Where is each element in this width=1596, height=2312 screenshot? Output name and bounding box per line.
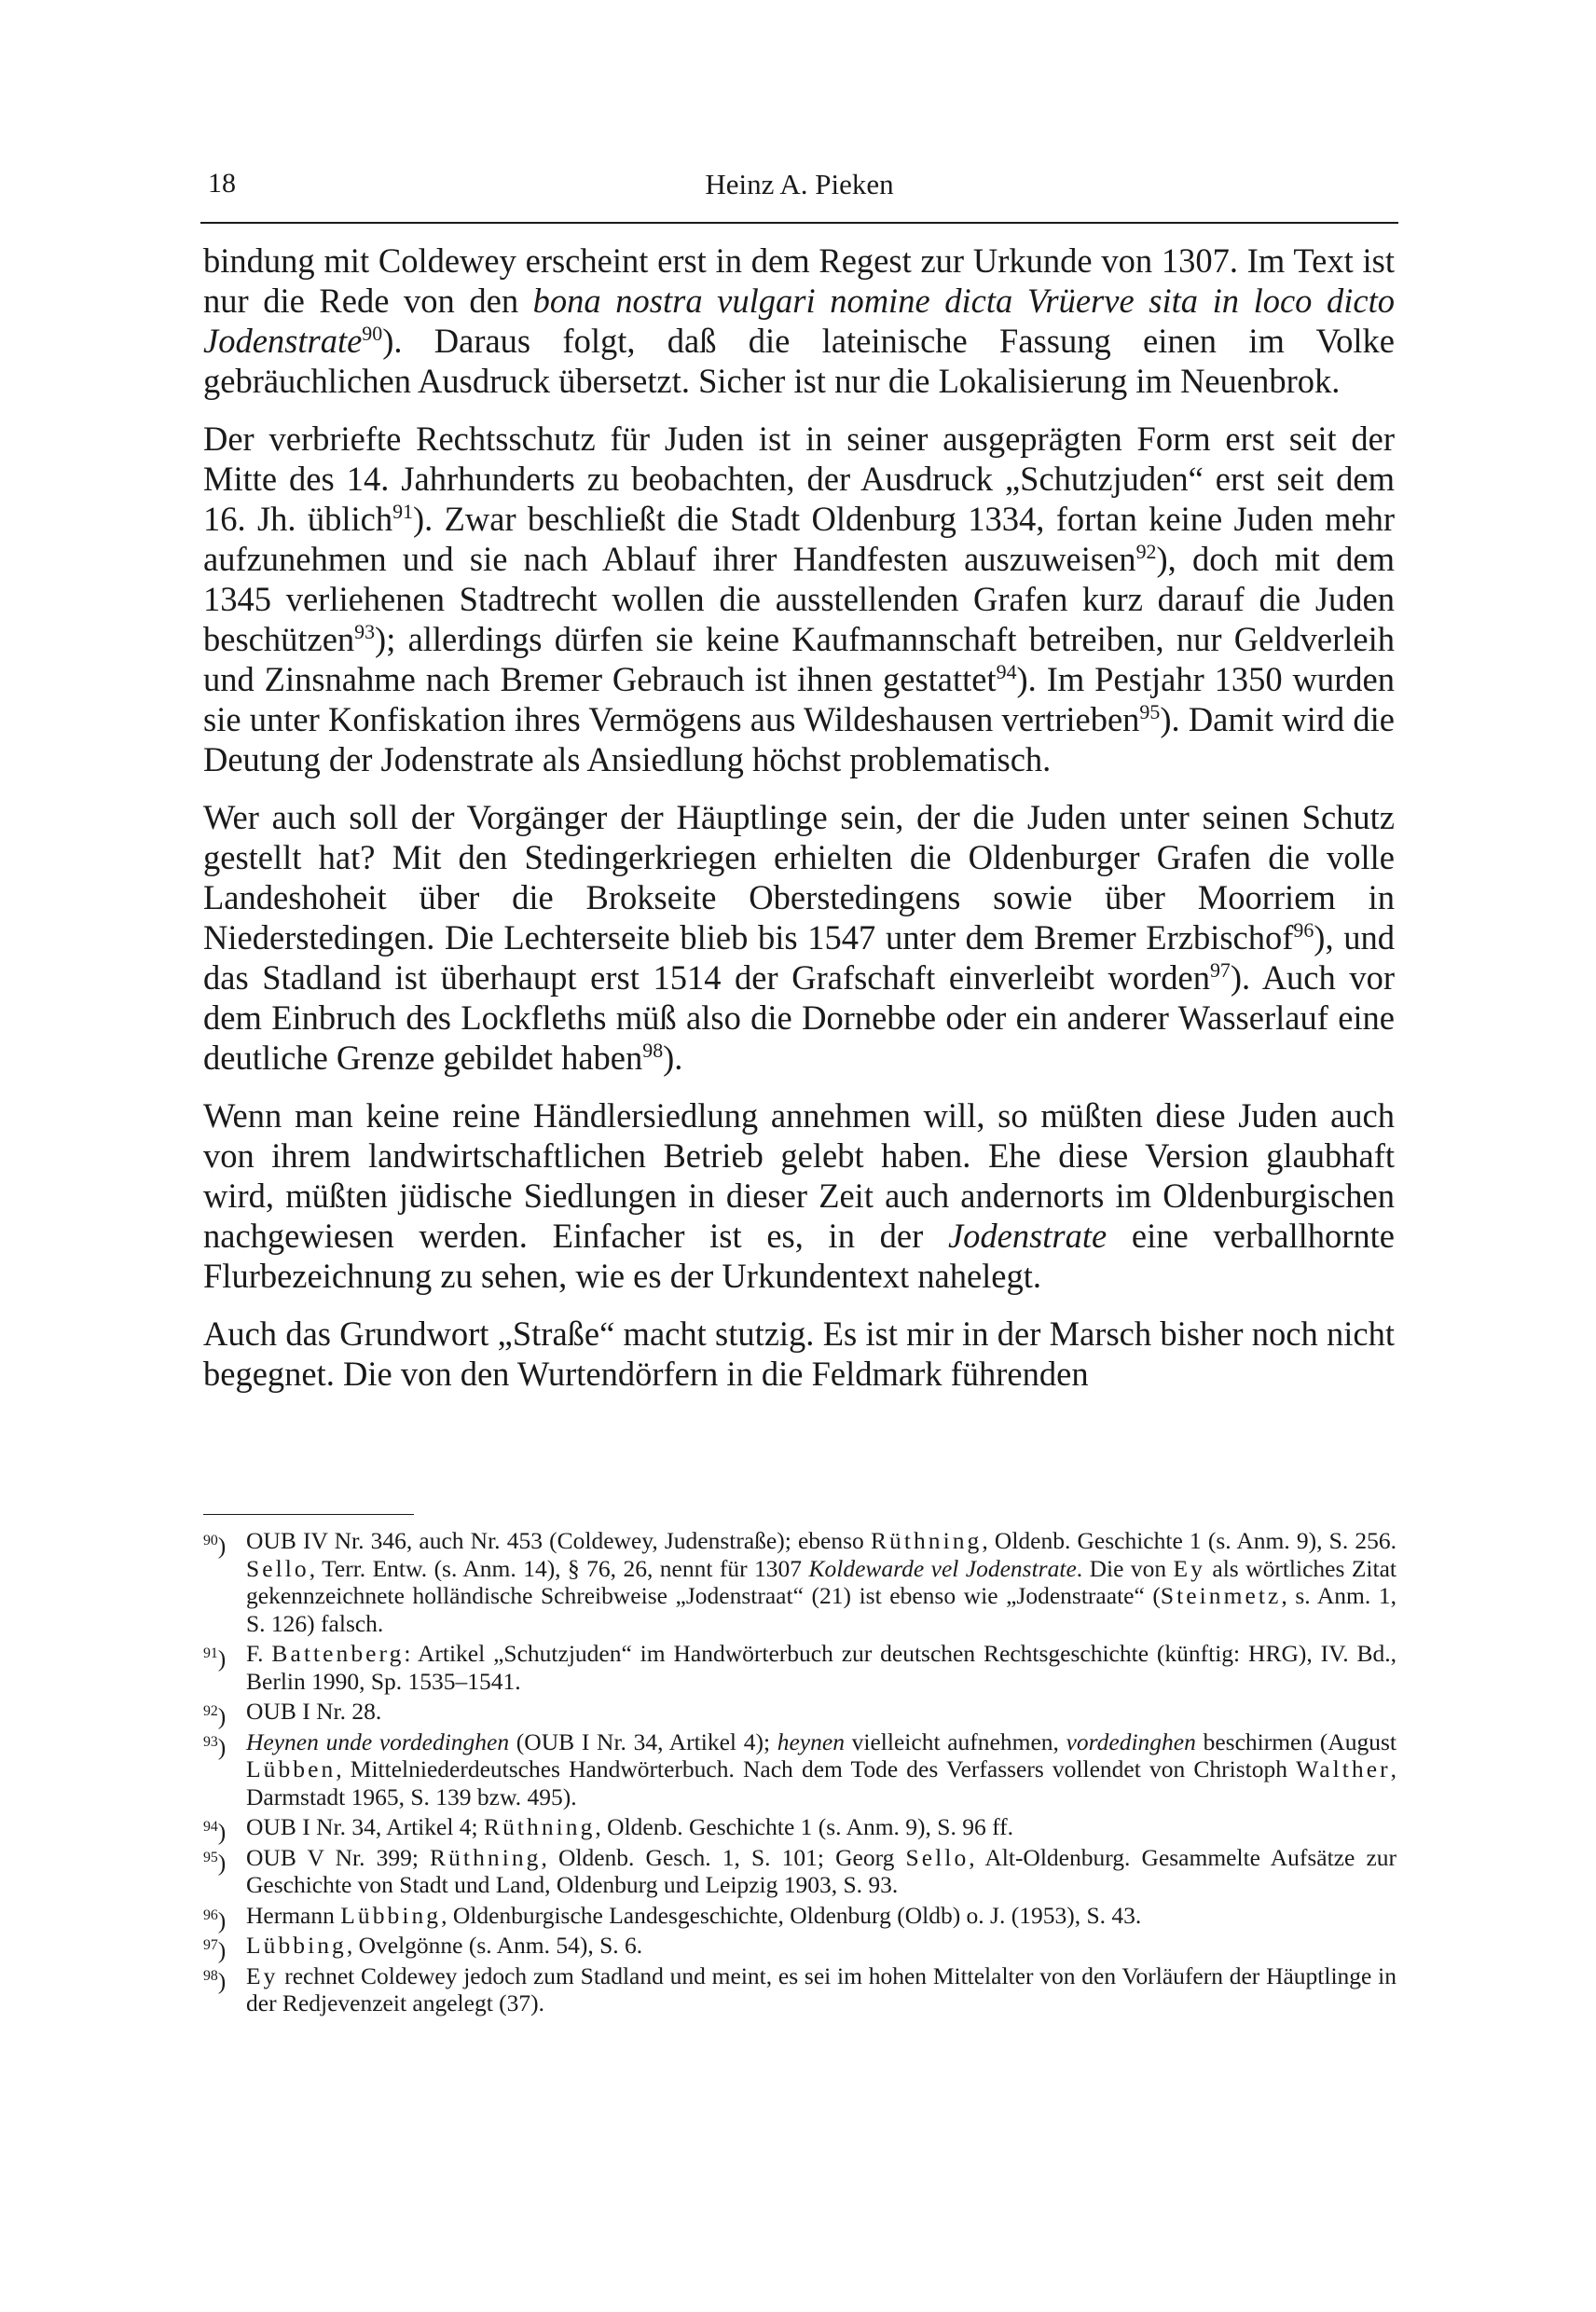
footnote-95: $^{95}$) OUB V Nr. 399; Rüthning, Oldenb. Gesch. 1, S. 101; Georg Sello, Alt-Oldenburg. Gesammelte Aufsätze zur Geschichte von Stadt und Land, Oldenburg und Leipzig 1903, S. 93.	[203, 1843, 1396, 1898]
footnote-ref-98[interactable]: 98	[642, 1038, 664, 1062]
footnote-92: $^{92}$) OUB I Nr. 28.	[203, 1698, 382, 1730]
footnote-ref-93[interactable]: 93	[354, 619, 376, 643]
footnote-ref-97[interactable]: 97	[1209, 957, 1231, 982]
footnote-ref-95[interactable]: 95	[1139, 699, 1161, 723]
paragraph-4: Wenn man keine reine Händlersiedlung annehmen will, so müßten diese Juden auch von ihrem landwirtschaftlichen Betrieb gelebt haben. Ehe diese Version glaubhaft wird, müßten jüdische Siedlungen in dieser Zeit auch andernorts im Oldenburgischen nachgewiesen werden. Einfacher ist es, in der Jodenstrate eine verballhornte Flurbezeichnung zu sehen, wie es der Urkundentext nahelegt.	[203, 1096, 1395, 1295]
footnote-mark: $^{96}$)	[203, 1906, 227, 1934]
running-head-author: Heinz A. Pieken	[705, 168, 894, 200]
footnote-ref-91[interactable]: 91	[392, 499, 413, 523]
paragraph-1: bindung mit Coldewey erscheint erst in dem Regest zur Urkunde von 1307. Im Text ist nur die Rede von den bona nostra vulgari nomine dicta Vrüerve sita in loco dicto Jodenstrate$^{90}$). Daraus folgt, daß die lateinische Fassung einen im Volke gebräuchlichen Ausdruck übersetzt. Sicher ist nur die Lokalisierung im Neuenbrok.	[203, 241, 1395, 400]
footnote-ref-90[interactable]: 90	[362, 321, 383, 345]
paragraph-3: Wer auch soll der Vorgänger der Häuptlinge sein, der die Juden unter seinen Schutz gestellt hat? Mit den Stedingerkriegen erhielten die Oldenburger Grafen die volle Landeshoheit über die Brokseite Oberstedingens sowie über Moorriem in Niederstedingen. Die Lechterseite blieb bis 1547 unter dem Bremer Erzbischof$^{96}$), und das Stadland ist überhaupt erst 1514 der Grafschaft einverleibt worden$^{97}$). Auch vor dem Einbruch des Lockfleths müß also die Dornebbe oder ein anderer Wasserlauf eine deutliche Grenze gebildet haben$^{98}$).	[203, 798, 1396, 1077]
footnote-90: $^{90}$) OUB IV Nr. 346, auch Nr. 453 (Coldewey, Judenstraße); ebenso Rüthning, Oldenb. Geschichte 1 (s. Anm. 9), S. 256. Sello, Terr. Entw. (s. Anm. 14), § 76, 26, nennt für 1307 Koldewarde vel Jodenstrate. Die von Ey als wörtliches Zitat gekennzeichnete holländische Schreibweise „Jodenstraat“ (21) ist ebenso wie „Jodenstraate“ (Steinmetz, s. Anm. 1, S. 126) falsch.	[203, 1527, 1397, 1637]
footnote-ref-92[interactable]: 92	[1135, 539, 1157, 563]
footnote-mark: $^{97}$)	[203, 1936, 227, 1964]
page-number: 18	[208, 168, 236, 199]
footnote-97: $^{97}$) Lübbing, Ovelgönne (s. Anm. 54), S. 6.	[203, 1932, 643, 1964]
footnote-mark: $^{98}$)	[203, 1967, 227, 1994]
footnote-93: $^{93}$) Heynen unde vordedinghen (OUB I Nr. 34, Artikel 4); heynen vielleicht aufnehmen, vordedinghen beschirmen (August Lübben, Mittelniederdeutsches Handwörterbuch. Nach dem Tode des Verfassers vollendet von Christoph Walther, Darmstadt 1965, S. 139 bzw. 495).	[203, 1727, 1396, 1810]
footnote-mark: $^{90}$)	[203, 1532, 227, 1560]
running-header	[200, 168, 1398, 209]
paragraph-2: Der verbriefte Rechtsschutz für Juden ist in seiner ausgeprägten Form erst seit der Mitte des 14. Jahrhunderts zu beobachten, der Ausdruck „Schutzjuden“ erst seit dem 16. Jh. üblich$^{91}$). Zwar beschließt die Stadt Oldenburg 1334, fortan keine Juden mehr aufzunehmen und sie nach Ablauf ihrer Handfesten auszuweisen$^{92}$), doch mit dem 1345 verliehenen Stadtrecht wollen die ausstellenden Grafen kurz darauf die Juden beschützen$^{93}$); allerdings dürfen sie keine Kaufmannschaft betreiben, nur Geldverleih und Zinsnahme nach Bremer Gebrauch ist ihnen gestattet$^{94}$). Im Pestjahr 1350 wurden sie unter Konfiskation ihres Vermögens aus Wildeshausen vertrieben$^{95}$). Damit wird die Deutung der Jodenstrate als Ansiedlung höchst problematisch.	[203, 420, 1396, 778]
footnote-98: $^{98}$) Ey rechnet Coldewey jedoch zum Stadland und meint, es sei im hohen Mittelalter von den Vorläufern der Häuptlinge in der Redjevenzeit angelegt (37).	[203, 1961, 1396, 2016]
footnote-mark: $^{93}$)	[203, 1733, 227, 1760]
header-rule	[200, 222, 1398, 224]
footnote-mark: $^{94}$)	[203, 1818, 227, 1846]
footnote-mark: $^{91}$)	[203, 1645, 227, 1672]
footnote-mark: $^{95}$)	[203, 1849, 227, 1876]
footnote-rule	[203, 1514, 414, 1515]
main-text	[203, 241, 1395, 1411]
footnote-91: $^{91}$) F. Battenberg: Artikel „Schutzjuden“ im Handwörterbuch zur deutschen Rechtsgeschichte (künftig: HRG), IV. Bd., Berlin 1990, Sp. 1535–1541.	[203, 1640, 1397, 1695]
footnote-96: $^{96}$) Hermann Lübbing, Oldenburgische Landesgeschichte, Oldenburg (Oldb) o. J. (1953), S. 43.	[203, 1901, 1142, 1934]
footnote-ref-96[interactable]: 96	[1293, 917, 1314, 942]
footnote-ref-94[interactable]: 94	[996, 659, 1017, 683]
footnotes	[203, 1527, 1396, 2020]
footnote-94: $^{94}$) OUB I Nr. 34, Artikel 4; Rüthning, Oldenb. Geschichte 1 (s. Anm. 9), S. 96 ff.	[203, 1813, 1013, 1846]
footnote-mark: $^{92}$)	[203, 1702, 227, 1730]
paragraph-5: Auch das Grundwort „Straße“ macht stutzig. Es ist mir in der Marsch bisher noch nicht begegnet. Die von den Wurtendörfern in die Feldmark führenden	[203, 1314, 1395, 1393]
